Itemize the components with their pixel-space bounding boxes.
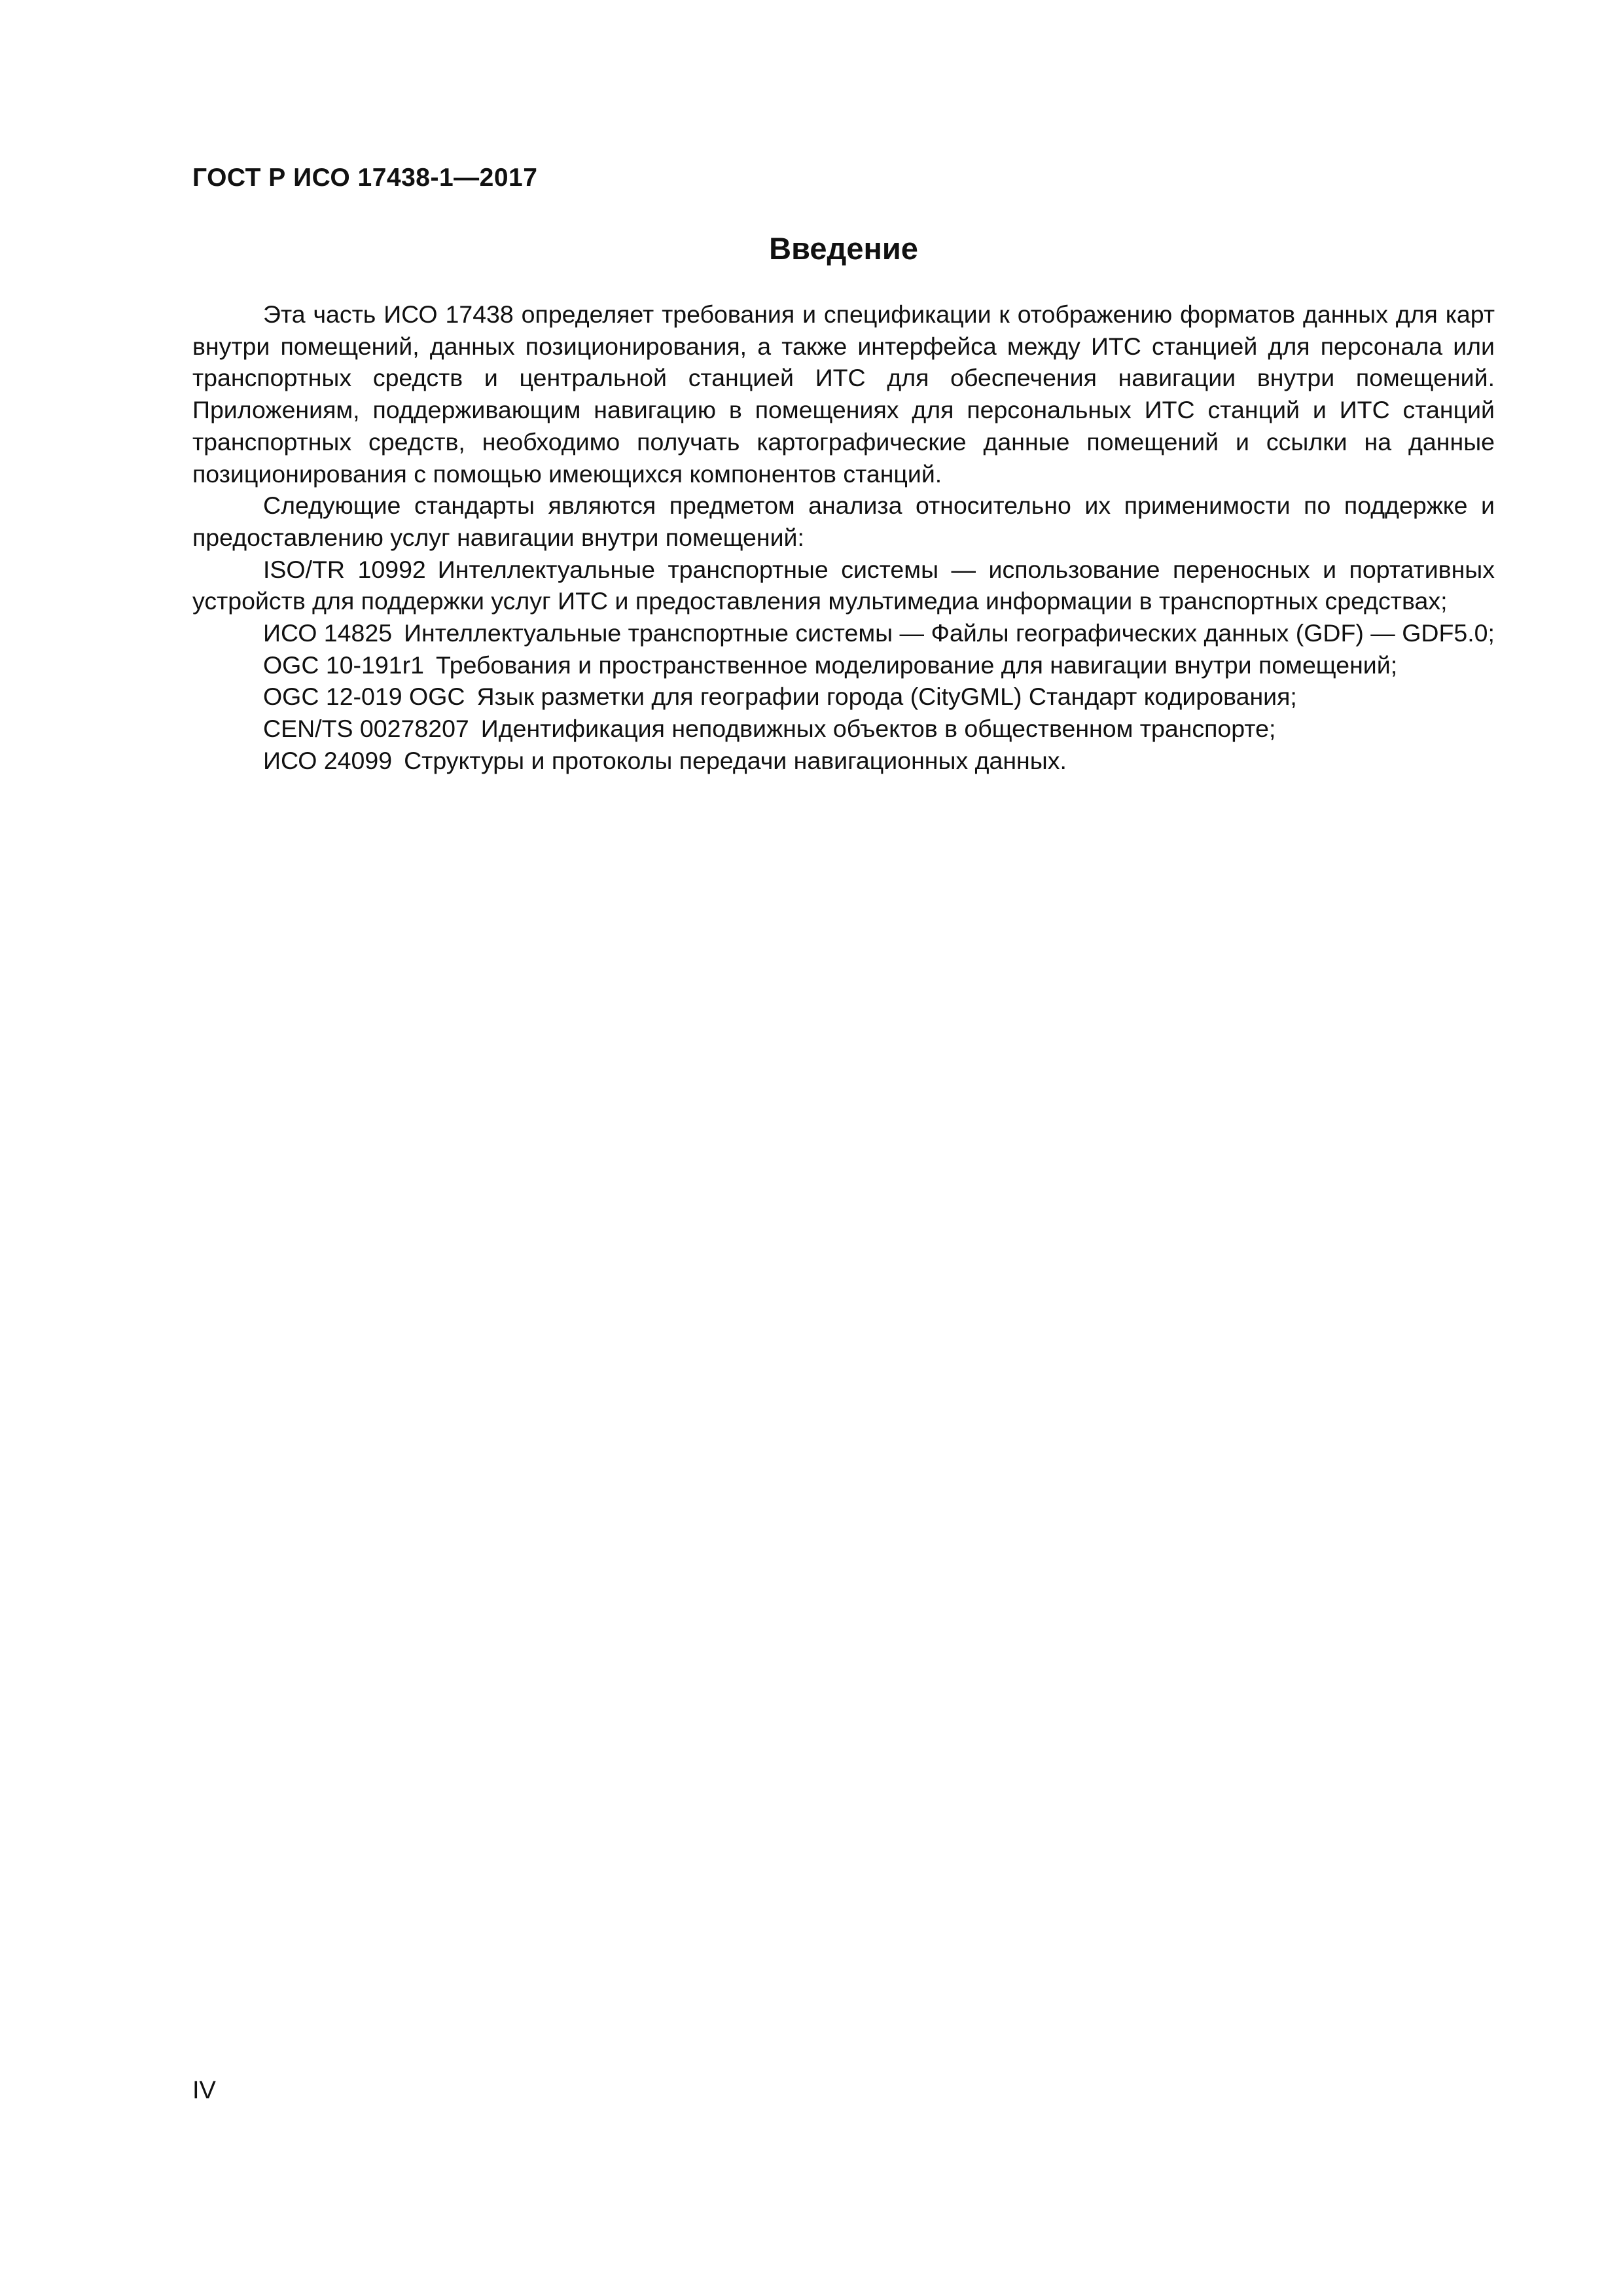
reference-title: Язык разметки для географии города (CityGML) Стандарт кодирования; (476, 683, 1297, 711)
reference-code: ИСО 14825 (263, 619, 393, 647)
reference-code: ISO/TR 10992 (263, 555, 426, 583)
reference-title: Интеллектуальные транспортные системы — использование переносных и портативных устройств для поддержки услуг ИТС и предоставления мультимедиа информации в транспортных средствах; (192, 555, 1495, 615)
reference-item (192, 554, 1495, 617)
reference-code: OGC 10-191r1 (263, 651, 424, 679)
reference-item (192, 617, 1495, 649)
reference-item (192, 745, 1495, 777)
reference-code: CEN/TS 00278207 (263, 715, 469, 743)
standards-lead-paragraph: Следующие стандарты являются предметом анализа относительно их применимости по поддержке и предоставлению услуг навигации внутри помещений: (192, 492, 1495, 551)
reference-item (192, 681, 1495, 713)
reference-title: Идентификация неподвижных объектов в общественном транспорте; (480, 715, 1276, 743)
reference-title: Требования и пространственное моделирование для навигации внутри помещений; (435, 651, 1398, 679)
body-text (192, 298, 1495, 777)
reference-item (192, 713, 1495, 745)
reference-item (192, 649, 1495, 681)
reference-code: OGC 12-019 OGC (263, 683, 465, 711)
intro-paragraph: Эта часть ИСО 17438 определяет требования и спецификации к отображению форматов данных для карт внутри помещений, данных позиционирования, а также интерфейса между ИТС станцией для персонала или транспортных средств и центральной станцией ИТС для обеспечения навигации внутри помещений. Приложениям, поддерживающим навигацию в помещениях для персональных ИТС станций и ИТС станций транспортных средств, необходимо получать картографические данные помещений и ссылки на данные позиционирования с помощью имеющихся компонентов станций. (192, 300, 1495, 488)
section-title: Введение (769, 231, 918, 266)
reference-title: Структуры и протоколы передачи навигационных данных. (404, 746, 1067, 774)
page-number: IV (192, 2077, 216, 2104)
document-code-header: ГОСТ Р ИСО 17438-1—2017 (192, 164, 538, 192)
reference-title: Интеллектуальные транспортные системы — Файлы географических данных (GDF) — GDF5.0; (404, 619, 1495, 647)
reference-code: ИСО 24099 (263, 746, 393, 774)
